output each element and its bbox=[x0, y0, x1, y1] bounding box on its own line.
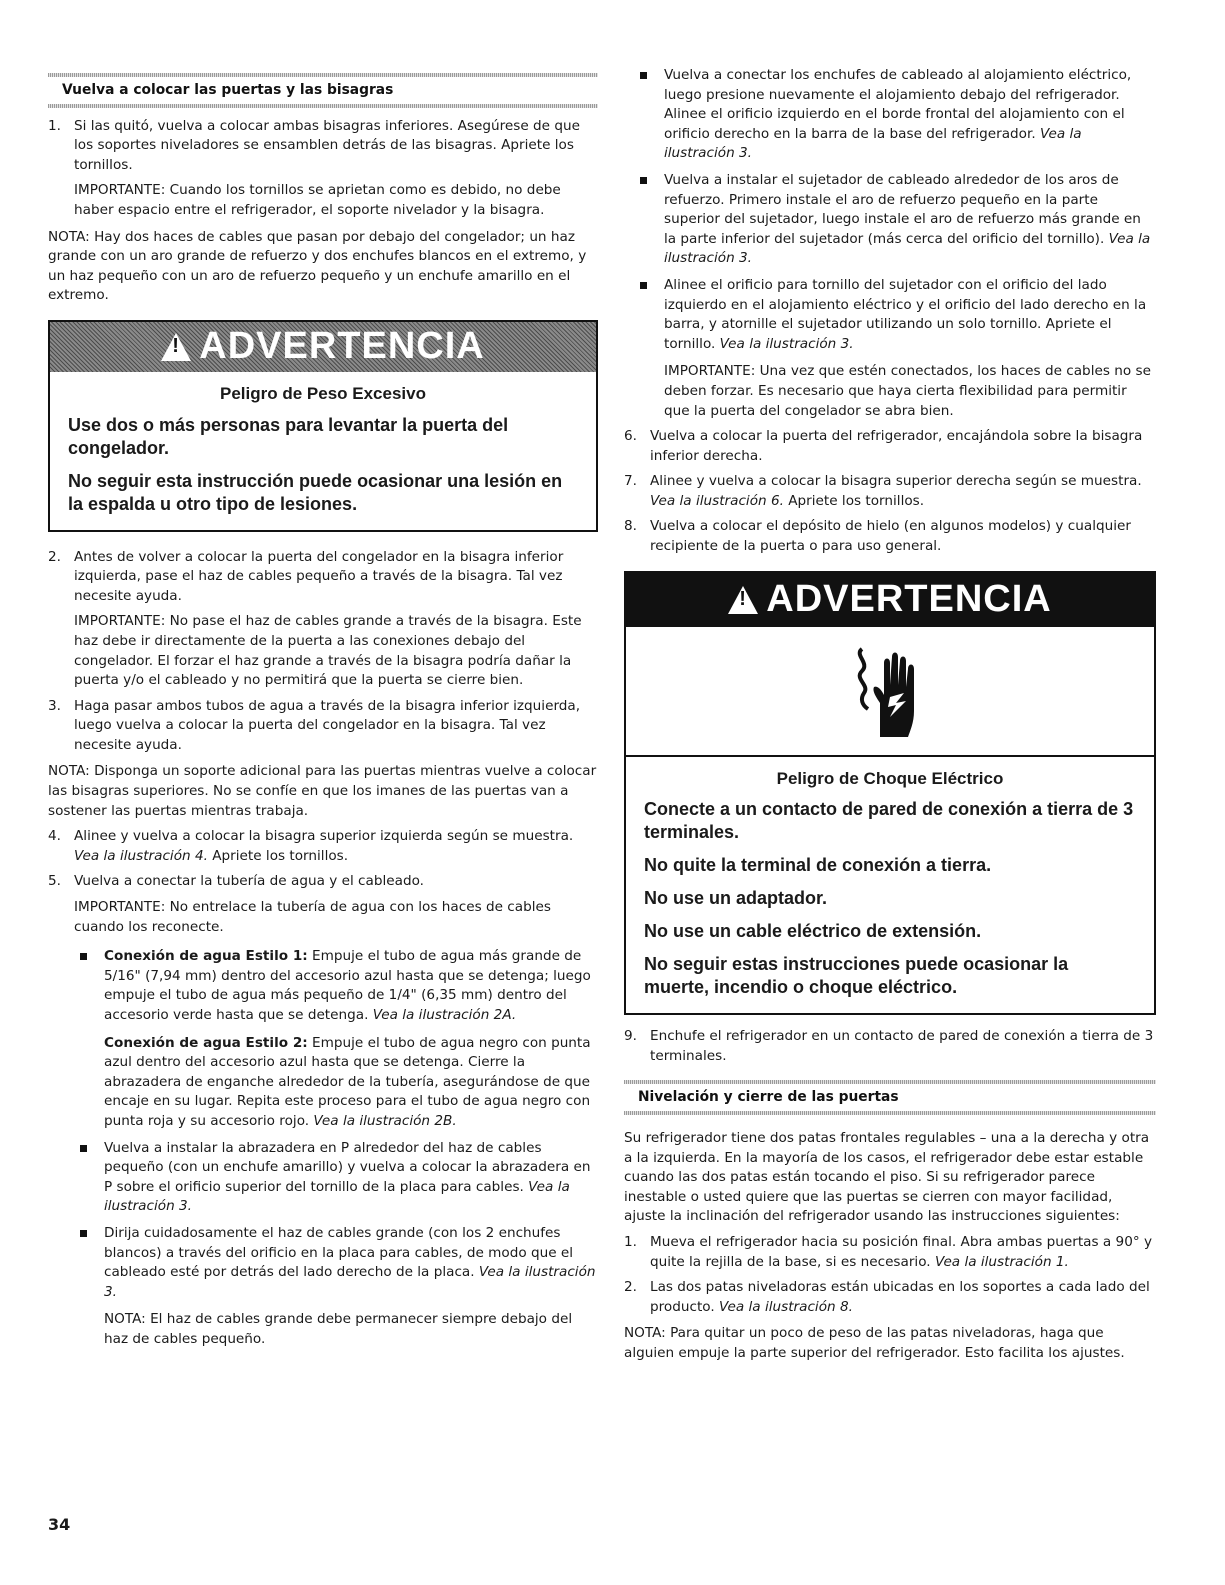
warning-line: Use dos o más personas para levantar la puerta del congelador. bbox=[68, 414, 509, 458]
step-5 bbox=[48, 872, 598, 892]
note-text: El haz de cables grande debe permanecer siempre debajo del haz de cables pequeño. bbox=[104, 1311, 573, 1347]
note-text: Disponga un soporte adicional para las puertas mientras vuelve a colocar las bisagras superiores. No se confíe en que los imanes de las puertas van a sostener las puertas mientras trabaja. bbox=[48, 763, 597, 819]
step-number: 3. bbox=[48, 697, 61, 714]
step-text: Haga pasar ambos tubos de agua a través de la bisagra inferior izquierda, luego vuelva a colocar la puerta del congelador en la bisagra. Tal vez necesite ayuda. bbox=[74, 697, 581, 753]
bullet-text: Vuelva a instalar el sujetador de cableado alrededor de los aros de refuerzo. Primero instale el aro de refuerzo pequeño en la parte superior del sujetador, luego instale el aro de refuerzo más grande en la parte inferior del sujetador (más cerca del orificio del tornillo). bbox=[664, 171, 1141, 247]
left-column bbox=[48, 0, 598, 1350]
step-text: Vuelva a colocar el depósito de hielo (en algunos modelos) y cualquier recipiente de la puerta o para uso general. bbox=[650, 518, 1131, 555]
bullet-wiring-clip bbox=[624, 171, 1156, 269]
illustration-ref: Vea la ilustración 3. bbox=[664, 125, 1082, 162]
bullet-text: Dirija cuidadosamente el haz de cables grande (con los 2 enchufes blancos) a través del orificio en la placa para cables, de modo que el cableado esté por detrás del lado derecho de la placa. bbox=[104, 1224, 574, 1281]
warning-subtitle: Peligro de Peso Excesivo bbox=[220, 383, 426, 403]
bullet-large-harness bbox=[48, 1224, 598, 1302]
step-text-tail: Apriete los tornillos. bbox=[783, 492, 925, 509]
bullet-text: Empuje el tubo de agua más grande de 5/16" (7,94 mm) dentro del accesorio azul hasta que se detenga; luego empuje el tubo de agua más pequeño de 1/4" (6,35 mm) dentro del accesorio verde hasta que se detenga. bbox=[104, 948, 591, 1023]
section-rule bbox=[624, 1111, 1156, 1115]
step-text: Las dos patas niveladoras están ubicadas en los soportes a cada lado del producto. bbox=[650, 1279, 1150, 1315]
note bbox=[48, 762, 598, 821]
illustration-ref: Vea la ilustración 4. bbox=[74, 847, 208, 864]
warning-line: No quite la terminal de conexión a tierra. bbox=[644, 855, 992, 876]
illustration-ref: Vea la ilustración 8. bbox=[719, 1298, 853, 1315]
step-number: 8. bbox=[624, 518, 637, 535]
step-text: Vuelva a colocar la puerta del refrigerador, encajándola sobre la bisagra inferior derecha. bbox=[650, 428, 1143, 464]
important-label: IMPORTANTE: bbox=[74, 182, 166, 199]
step-text-tail: Apriete los tornillos. bbox=[207, 847, 349, 864]
step-9 bbox=[624, 1027, 1156, 1066]
note-label: NOTA: bbox=[104, 1311, 146, 1328]
important-text: No pase el haz de cables grande a través de la bisagra. Este haz debe ir directamente de la puerta a las conexiones debajo del congelador. El forzar el haz grande a través de la bisagra podría dañar la puerta y/o el cableado y no permitirá que la puerta se cierre bien. bbox=[74, 613, 582, 689]
bullet-text: Vuelva a conectar los enchufes de cableado al alojamiento eléctrico, luego presione nuevamente el alojamiento debajo del refrigerador. Alinee el orificio izquierdo en el borde frontal del alojamiento con el orificio derecho en la barra de la base del refrigerador. bbox=[664, 67, 1132, 142]
bullet-label: Conexión de agua Estilo 1: bbox=[104, 948, 308, 965]
important-label: IMPORTANTE: bbox=[74, 899, 166, 916]
step-number: 1. bbox=[48, 117, 61, 134]
warning-box-weight bbox=[48, 320, 598, 532]
warning-line: Conecte a un contacto de pared de conexión a tierra de 3 terminales. bbox=[644, 799, 1134, 843]
important-note bbox=[624, 362, 1156, 421]
step-text: Alinee y vuelva a colocar la bisagra superior derecha según se muestra. bbox=[650, 473, 1142, 490]
warning-line: No seguir estas instrucciones puede ocasionar la muerte, incendio o choque eléctrico. bbox=[644, 954, 1069, 998]
step-text: Si las quitó, vuelva a colocar ambas bisagras inferiores. Asegúrese de que los soportes niveladores se ensamblen detrás de las bisagras. Apriete los tornillos. bbox=[74, 117, 580, 173]
step-text: Mueva el refrigerador hacia su posición final. Abra ambas puertas a 90° y quite la rejilla de la base, si es necesario. bbox=[650, 1234, 1153, 1270]
bullet-text: Alinee el orificio para tornillo del sujetador con el orificio del lado izquierdo en el alojamiento eléctrico y el orificio del lado derecho en la barra, y atornille el sujetador utilizando un solo tornillo. Apriete el tornillo. bbox=[664, 276, 1147, 352]
step-number: 2. bbox=[48, 548, 61, 565]
level-step-2 bbox=[624, 1278, 1156, 1317]
step-6 bbox=[624, 427, 1156, 466]
step-text: Enchufe el refrigerador en un contacto de pared de conexión a tierra de 3 terminales. bbox=[650, 1028, 1154, 1064]
important-note bbox=[48, 898, 598, 937]
important-note bbox=[48, 181, 598, 220]
page-number: 34 bbox=[48, 1515, 71, 1534]
electric-shock-hand-icon bbox=[850, 641, 930, 741]
warning-line: No use un adaptador. bbox=[644, 888, 828, 909]
level-step-1 bbox=[624, 1233, 1156, 1272]
important-label: IMPORTANTE: bbox=[74, 613, 166, 630]
illustration-ref: Vea la ilustración 3. bbox=[664, 230, 1151, 267]
warning-band bbox=[626, 573, 1154, 627]
important-note bbox=[48, 612, 598, 690]
note-text: Para quitar un poco de peso de las patas niveladoras, haga que alguien empuje la parte superior del refrigerador. Esto facilita los ajustes. bbox=[624, 1325, 1125, 1361]
section-title: Nivelación y cierre de las puertas bbox=[638, 1089, 899, 1106]
step-4 bbox=[48, 827, 598, 866]
warning-title: ADVERTENCIA bbox=[766, 577, 1052, 620]
important-text: Una vez que estén conectados, los haces de cables no se deben forzar. Es necesario que haya cierta flexibilidad para permitir que la puerta del congelador se abra bien. bbox=[664, 363, 1151, 419]
warning-line: No seguir esta instrucción puede ocasionar una lesión en la espalda u otro tipo de lesiones. bbox=[68, 470, 563, 514]
step-3 bbox=[48, 697, 598, 756]
important-text: Cuando los tornillos se aprietan como es debido, no debe haber espacio entre el refrigerador, el soporte nivelador y la bisagra. bbox=[74, 182, 561, 218]
step-8 bbox=[624, 517, 1156, 556]
warning-box-electric bbox=[624, 571, 1156, 1016]
illustration-ref: Vea la ilustración 3. bbox=[104, 1264, 596, 1300]
step-number: 9. bbox=[624, 1028, 637, 1045]
step-7 bbox=[624, 472, 1156, 511]
note-text: Hay dos haces de cables que pasan por debajo del congelador; un haz grande con un aro grande de refuerzo y dos enchufes blancos en el extremo, y un haz pequeño con un aro de refuerzo pequeño y un enchufe amarillo en el extremo. bbox=[48, 228, 587, 304]
step-text: Antes de volver a colocar la puerta del congelador en la bisagra inferior izquierda, pase el haz de cables pequeño a través de la bisagra. Tal vez necesite ayuda. bbox=[74, 548, 564, 604]
warning-title: ADVERTENCIA bbox=[199, 325, 485, 368]
right-column bbox=[624, 0, 1156, 1364]
note bbox=[48, 228, 598, 306]
step-1 bbox=[48, 117, 598, 176]
step-2 bbox=[48, 548, 598, 607]
note-label: NOTA: bbox=[624, 1325, 666, 1342]
bullet-p-clamp bbox=[48, 1139, 598, 1217]
warning-line: No use un cable eléctrico de extensión. bbox=[644, 921, 982, 942]
important-text: No entrelace la tubería de agua con los haces de cables cuando los reconecte. bbox=[74, 899, 551, 935]
bullet-align-screw bbox=[624, 276, 1156, 354]
bullet-text: Empuje el tubo de agua negro con punta azul dentro del accesorio azul hasta que se detenga. Cierre la abrazadera de enganche alrededor de la tubería, asegurándose de que encaje en su lugar. Repita este proceso para el tubo de agua negro con punta roja y su accesorio rojo. bbox=[104, 1034, 591, 1129]
section-title: Vuelva a colocar las puertas y las bisagras bbox=[62, 82, 394, 98]
bullet-water-style-2 bbox=[48, 1034, 598, 1132]
step-number: 7. bbox=[624, 473, 637, 490]
note bbox=[48, 1310, 598, 1349]
note-label: NOTA: bbox=[48, 763, 90, 780]
important-label: IMPORTANTE: bbox=[664, 363, 756, 380]
warning-band bbox=[50, 322, 596, 372]
step-number: 4. bbox=[48, 828, 61, 845]
illustration-ref: Vea la ilustración 3. bbox=[104, 1178, 570, 1215]
illustration-ref: Vea la ilustración 6. bbox=[650, 492, 784, 509]
step-number: 2. bbox=[624, 1279, 637, 1296]
warning-body bbox=[50, 384, 596, 516]
illustration-ref: Vea la ilustración 1. bbox=[934, 1253, 1069, 1270]
shock-icon-row bbox=[626, 627, 1154, 757]
warning-triangle-icon bbox=[728, 586, 758, 614]
bullet-water-style-1 bbox=[48, 947, 598, 1025]
illustration-ref: Vea la ilustración 3. bbox=[719, 335, 854, 352]
step-number: 5. bbox=[48, 873, 61, 890]
illustration-ref: Vea la ilustración 2A. bbox=[372, 1007, 517, 1023]
bullet-label: Conexión de agua Estilo 2: bbox=[104, 1034, 308, 1051]
warning-triangle-icon bbox=[161, 333, 191, 361]
paragraph: Su refrigerador tiene dos patas frontales regulables – una a la derecha y otra a la izquierda. En la mayoría de los casos, el refrigerador debe estar estable cuando las dos patas están tocando el piso. Si su refrigerador parece inestable o usted quiere que las puertas se cierren con mayor facilidad, ajuste la inclinación del refrigerador usando las instrucciones siguientes: bbox=[624, 1130, 1150, 1225]
illustration-ref: Vea la ilustración 2B. bbox=[313, 1112, 457, 1129]
note-label: NOTA: bbox=[48, 228, 90, 245]
warning-body bbox=[626, 769, 1154, 1000]
bullet-reconnect-plugs bbox=[624, 66, 1156, 164]
note bbox=[624, 1324, 1156, 1363]
warning-subtitle: Peligro de Choque Eléctrico bbox=[776, 768, 1004, 788]
step-number: 6. bbox=[624, 428, 637, 445]
step-number: 1. bbox=[624, 1234, 637, 1250]
bullet-text: Vuelva a instalar la abrazadera en P alrededor del haz de cables pequeño (con un enchufe amarillo) y vuelva a colocar la abrazadera en P sobre el orificio superior del tornillo de la placa para cables. bbox=[104, 1139, 591, 1195]
step-text: Vuelva a conectar la tubería de agua y el cableado. bbox=[74, 873, 424, 890]
section-rule bbox=[48, 104, 598, 108]
step-text: Alinee y vuelva a colocar la bisagra superior izquierda según se muestra. bbox=[74, 828, 574, 845]
